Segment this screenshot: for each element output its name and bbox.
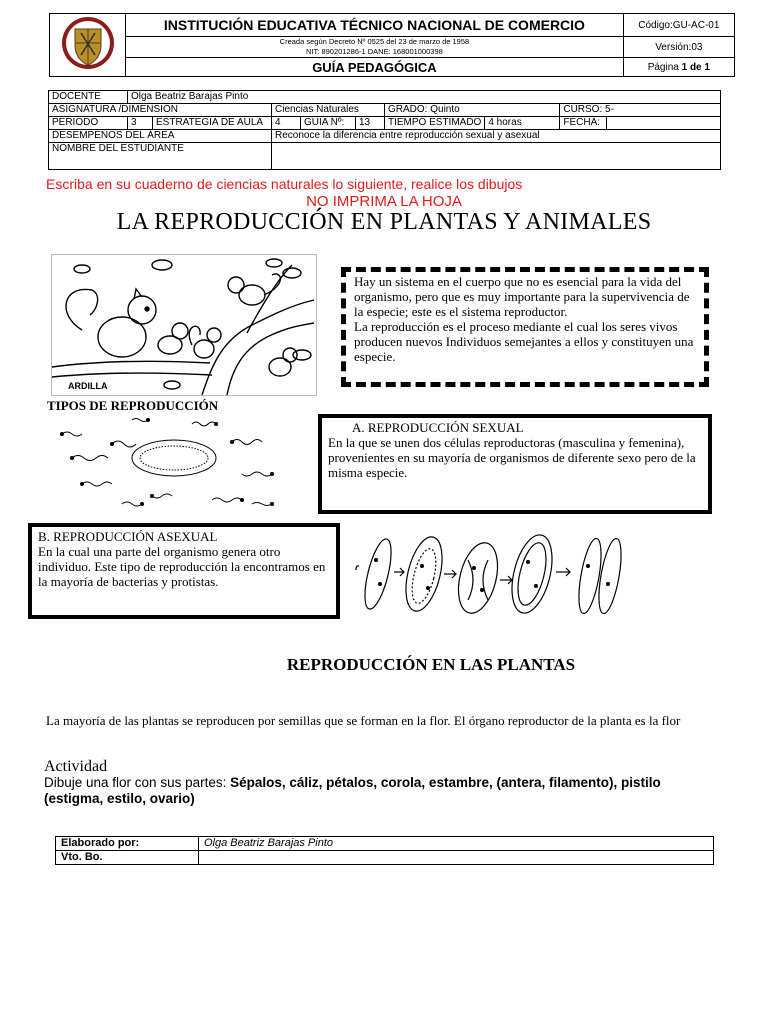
desempenos-value: Reconoce la diferencia entre reproducción sexual y asexual [272, 130, 721, 143]
tiempo-label: TIEMPO ESTIMADO [385, 117, 485, 130]
intro-paragraph-2: La reproducción es el proceso mediante el cual los seres vivos producen nuevos Individuos semejantes a ellos y constituyen una especie. [354, 319, 694, 364]
periodo-label: PERIODO [49, 117, 128, 130]
estrategia-value: 4 [272, 117, 301, 130]
institution-name: INSTITUCIÓN EDUCATIVA TÉCNICO NACIONAL DE COMERCIO [126, 14, 623, 37]
sexual-title: A. REPRODUCCIÓN SEXUAL [352, 420, 524, 435]
squirrels-tree-drawing [52, 255, 316, 395]
guia-value: 13 [356, 117, 385, 130]
cell-division-sequence [352, 520, 632, 624]
footer-table [55, 836, 714, 865]
estudiante-label: NOMBRE DEL ESTUDIANTE [49, 143, 272, 170]
estudiante-value[interactable] [272, 143, 721, 170]
page-value: 1 de 1 [681, 61, 710, 73]
desempenos-label: DESEMPEÑOS DEL ÁREA [49, 130, 272, 143]
no-print-warning: NO IMPRIMA LA HOJA [306, 193, 462, 210]
activity-instructions [44, 775, 704, 807]
types-heading: TIPOS DE REPRODUCCIÓN [47, 398, 219, 413]
sexual-reproduction-box [318, 414, 712, 514]
page-label: Página [647, 61, 682, 73]
document-version: Versión:03 [623, 37, 734, 58]
asexual-title: B. REPRODUCCIÓN ASEXUAL [38, 529, 218, 544]
egg-sperm-drawing [52, 414, 296, 516]
activity-intro: Dibuje una flor con sus partes: [44, 775, 231, 790]
squirrel-illustration [51, 254, 317, 396]
asexual-reproduction-box [28, 523, 340, 619]
sexual-text: En la que se unen dos células reproductoras (masculina y femenina), provenientes en su mayoría de organismos de diferente sexo pero de la misma especie. [328, 435, 696, 480]
guide-title: GUÍA PEDAGÓGICA [126, 58, 623, 77]
docente-value: Olga Beatriz Barajas Pinto [128, 91, 721, 104]
page-title: LA REPRODUCCIÓN EN PLANTAS Y ANIMALES [116, 209, 652, 235]
plants-heading: REPRODUCCIÓN EN LAS PLANTAS [286, 655, 576, 674]
student-info-table [48, 90, 721, 170]
docente-label: DOCENTE [49, 91, 128, 104]
instruction-line: Escriba en su cuaderno de ciencias naturales lo siguiente, realice los dibujos [46, 176, 523, 192]
logo-cell [50, 14, 126, 77]
plants-text: La mayoría de las plantas se reproducen por semillas que se forman en la flor. El órgano reproductor de la planta es la flor [46, 713, 681, 728]
school-shield-logo [57, 15, 119, 71]
asignatura-label: ASIGNATURA /DIMENSIÓN [49, 104, 272, 117]
intro-paragraph-1: Hay un sistema en el cuerpo que no es esencial para la vida del organismo, pero que es muy importante para la supervivencia de la especie; este es el sistema reproductor. [354, 274, 690, 319]
guia-label: GUIA Nº: [301, 117, 356, 130]
intro-box [341, 267, 709, 387]
fertilization-illustration [52, 414, 296, 516]
fecha-value[interactable] [607, 117, 721, 130]
nit-text: NIT: 890201286-1 DANE: 168001000398 [306, 47, 443, 56]
document-header [49, 13, 735, 77]
grado-field: GRADO: Quinto [385, 104, 560, 117]
estrategia-label: ESTRATEGIA DE AULA [153, 117, 272, 130]
document-code: Código:GU-AC-01 [623, 14, 734, 37]
elaborado-label: Elaborado por: [56, 837, 199, 851]
binary-fission-drawing [352, 520, 632, 624]
periodo-value: 3 [128, 117, 153, 130]
fecha-label: FECHA: [560, 117, 607, 130]
institution-details [126, 37, 623, 58]
page-number [623, 58, 734, 77]
tiempo-value: 4 horas [485, 117, 560, 130]
vtobo-label: Vto. Bo. [56, 851, 199, 865]
asexual-text: En la cual una parte del organismo genera otro individuo. Este tipo de reproducción la encontramos en la mayoría de bacterias y protistas. [38, 544, 326, 589]
squirrel-caption: ARDILLA [68, 381, 108, 391]
elaborado-value: Olga Beatriz Barajas Pinto [199, 837, 714, 851]
asignatura-value: Ciencias Naturales [272, 104, 385, 117]
decree-text: Creada según Decreto Nº 0525 del 23 de marzo de 1958 [279, 37, 470, 46]
curso-field: CURSO: 5- [560, 104, 721, 117]
flower-parts-list: Sépalos, cáliz, pétalos, corola, estambre, (antera, filamento), pistilo (estigma, estilo, ovario) [44, 775, 661, 806]
vtobo-value[interactable] [199, 851, 714, 865]
activity-title: Actividad [44, 758, 108, 775]
